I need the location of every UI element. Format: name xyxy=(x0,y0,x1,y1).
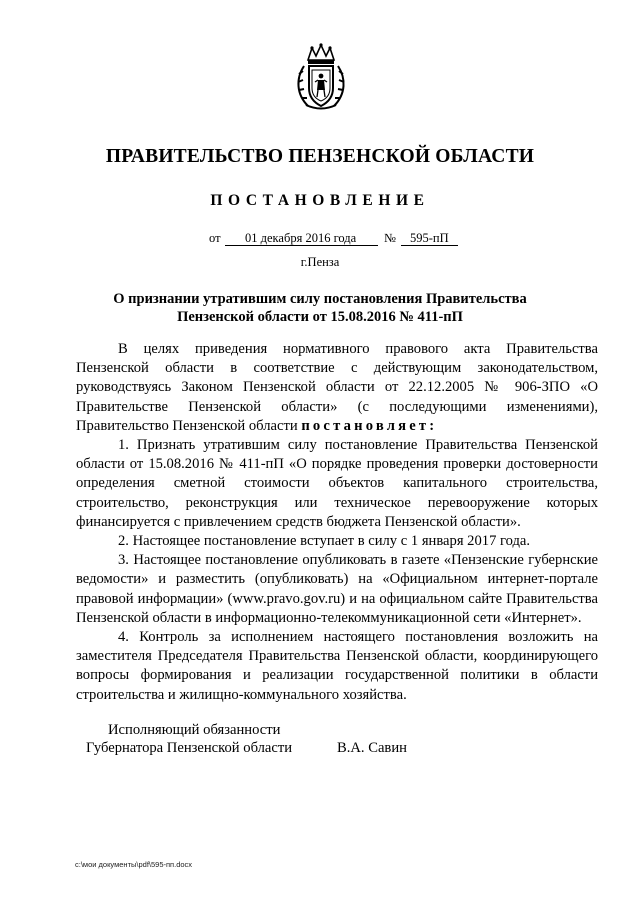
preamble-paragraph xyxy=(76,340,598,436)
resolves-word: постановляет: xyxy=(301,417,438,434)
organization-title: ПРАВИТЕЛЬСТВО ПЕНЗЕНСКОЙ ОБЛАСТИ xyxy=(105,146,535,167)
subject-line-2: Пензенской области от 15.08.2016 № 411-пП xyxy=(177,309,463,325)
preamble-text: В целях приведения нормативного правового акта Правительства Пензенской области в соответствие с действующим законодательством, руководствуясь Законом Пензенской области от 22.12.2005 № 906-ЗПО «О Правительстве Пензенской области» (с последующими изменениями), Правительство Пензенской области xyxy=(76,341,598,434)
signer-position-line-2: Губернатора Пензенской области xyxy=(86,740,293,756)
item-2: 2. Настоящее постановление вступает в силу с 1 января 2017 года. xyxy=(118,533,531,550)
coat-of-arms-icon xyxy=(294,42,348,112)
document-subject xyxy=(0,290,640,326)
item-1: 1. Признать утратившим силу постановление Правительства Пензенской области от 15.08.2016 № 411-пП «О порядке проведения проверки достоверности определения сметной стоимости объектов капитального строительства, строительство, реконструкция или техническое перевооружение которых финансируется с привлечением средств бюджета Пензенской области». xyxy=(76,437,598,530)
document-date: 01 декабря 2016 года xyxy=(245,231,357,245)
document-type: ПОСТАНОВЛЕНИЕ xyxy=(210,192,430,209)
item-3: 3. Настоящее постановление опубликовать в газете «Пензенские губернские ведомости» и разместить (опубликовать) на «Официальном интернет-портале правовой информации» (www.pravo.gov.ru) и на официальном сайте Правительства Пензенской области в информационно-телекоммуникационной сети «Интернет». xyxy=(76,552,598,626)
signer-position-line-1: Исполняющий обязанности xyxy=(108,722,281,738)
file-path-footer: c:\мои документы\pdf\595-пп.docx xyxy=(75,860,193,869)
number-label: № xyxy=(384,231,396,245)
signer-name: В.А. Савин xyxy=(337,740,407,756)
subject-line-1: О признании утратившим силу постановления Правительства xyxy=(113,291,527,307)
document-number: 595-пП xyxy=(410,231,449,245)
date-from-label: от xyxy=(209,231,221,245)
item-4: 4. Контроль за исполнением настоящего постановления возложить на заместителя Председателя Правительства Пензенской области, координирующего вопросы формирования и реализации государственной политики в области строительства и жилищно-коммунального хозяйства. xyxy=(76,629,598,703)
document-body xyxy=(76,340,598,705)
city: г.Пенза xyxy=(300,255,340,269)
